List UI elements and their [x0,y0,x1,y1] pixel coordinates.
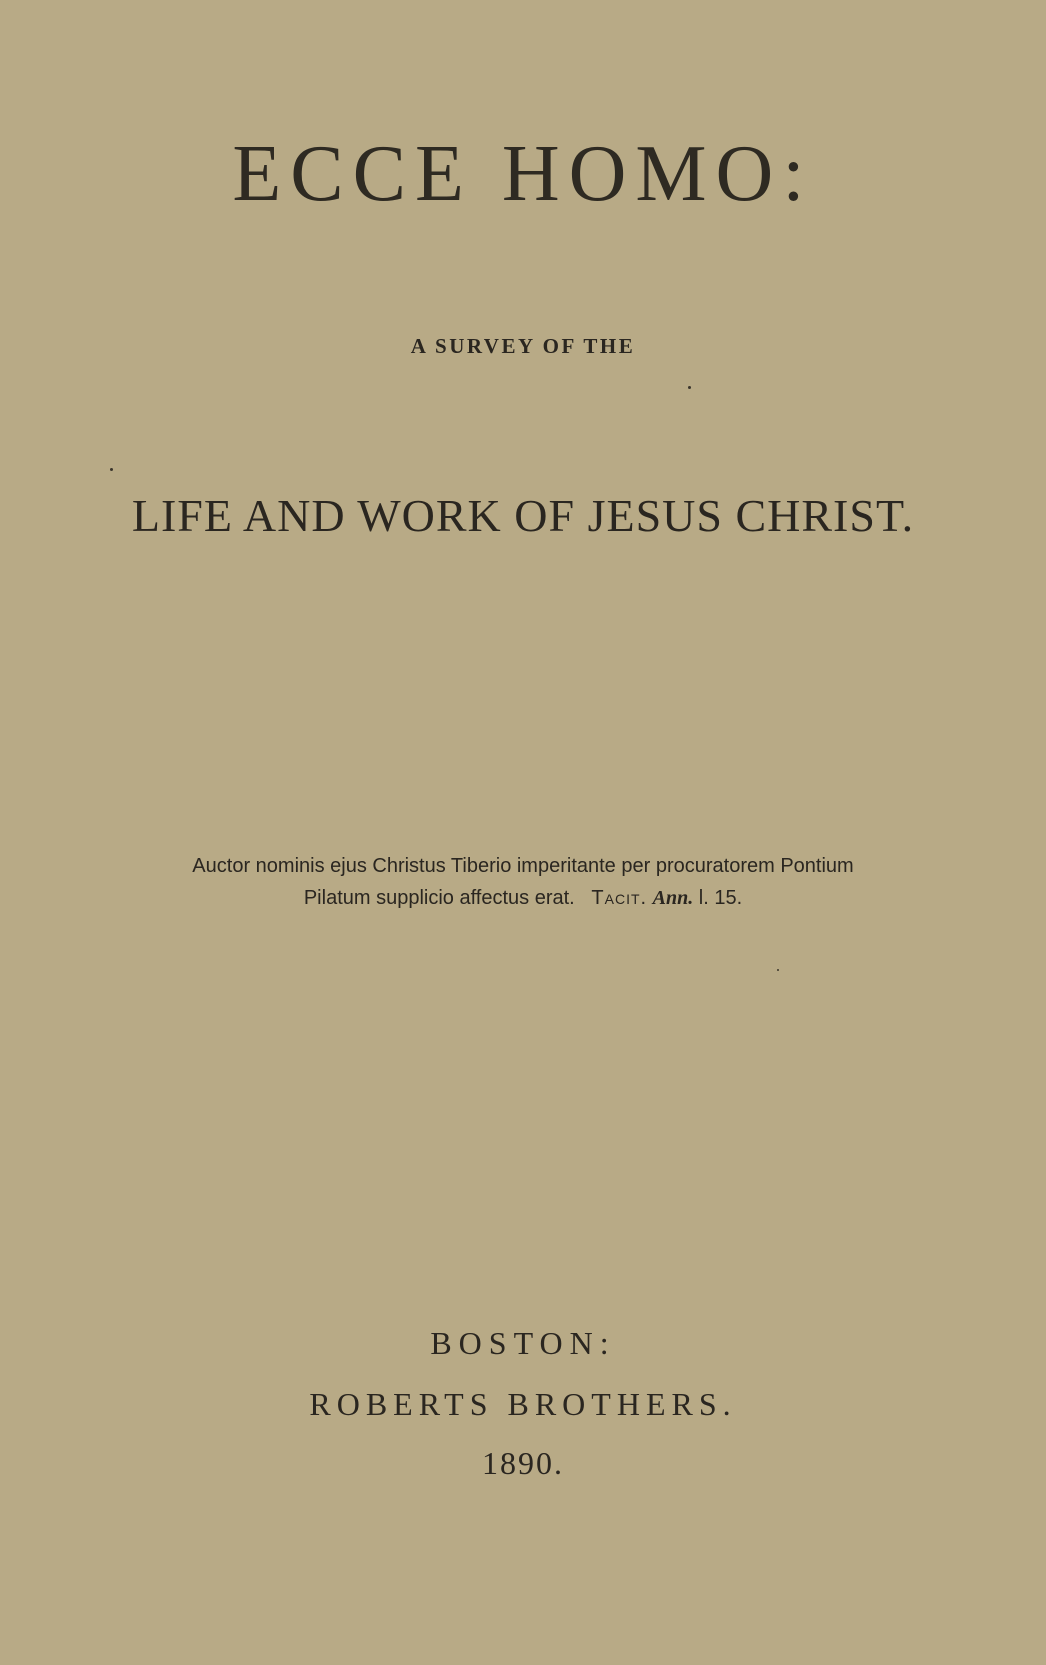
imprint-publisher: ROBERTS BROTHERS. [309,1386,737,1422]
print-speck [688,386,691,389]
epigraph-work: Ann. [652,887,694,909]
epigraph-author: Tacit. [591,887,648,909]
book-title: ECCE HOMO: [232,130,814,218]
epigraph-line-2 [0,882,1046,914]
epigraph-reference: l. 15. [698,887,743,909]
subtitle-lead: A SURVEY OF THE [410,334,636,358]
epigraph-line-1: Auctor nominis ejus Christus Tiberio imperitante per procuratorem Pontium [192,855,854,877]
imprint-year: 1890. [482,1445,564,1481]
epigraph [0,850,1046,914]
imprint-place: BOSTON: [430,1325,616,1361]
subtitle-main: LIFE AND WORK OF JESUS CHRIST. [131,490,915,541]
epigraph-quote-end: Pilatum supplicio affectus erat. [303,887,575,909]
print-speck [110,468,113,471]
print-speck [777,969,779,971]
